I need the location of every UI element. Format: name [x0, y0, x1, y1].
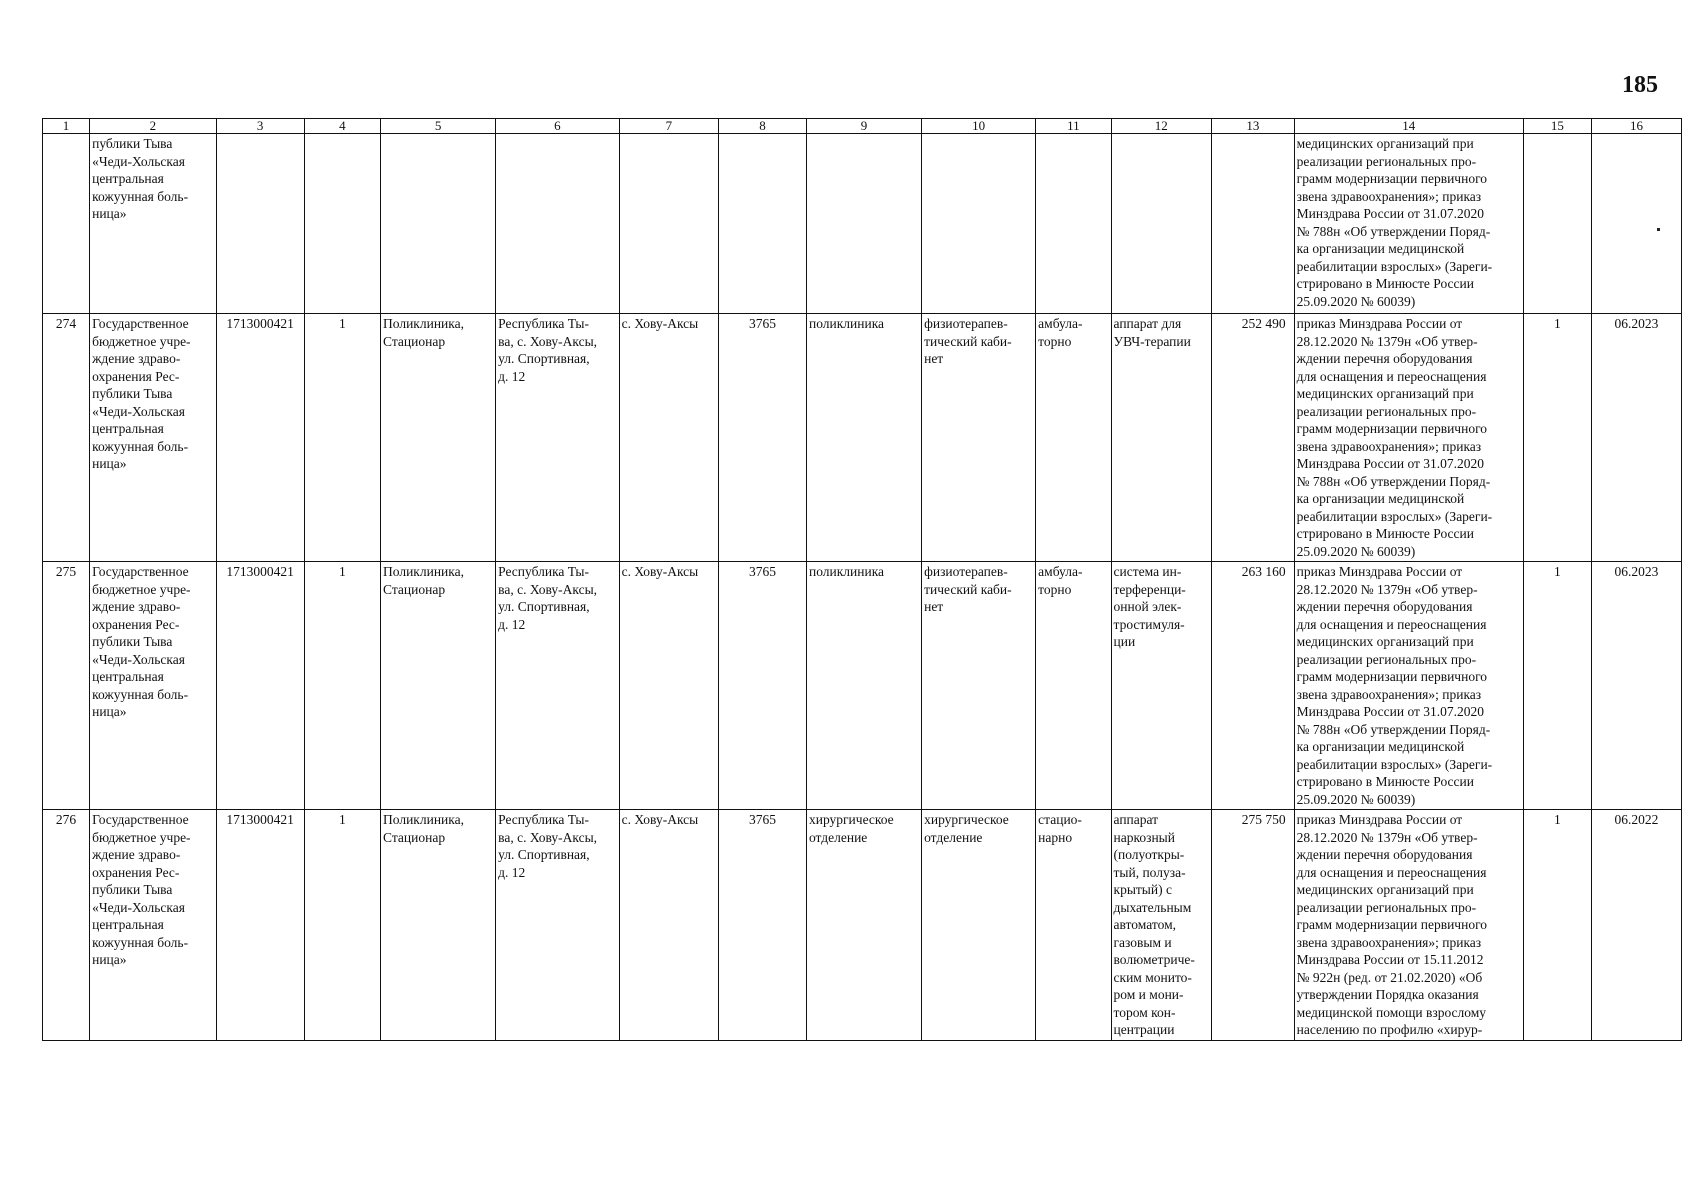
column-header: 16	[1591, 119, 1681, 134]
table-row	[43, 810, 1682, 1041]
institution-code: 1713000421	[216, 810, 304, 1041]
unit-count: 1	[304, 562, 380, 810]
settlement: с. Хову-Аксы	[619, 562, 718, 810]
quantity: 1	[1523, 314, 1591, 562]
unit-count	[304, 134, 380, 314]
row-number	[43, 134, 90, 314]
table-row	[43, 562, 1682, 810]
care-mode	[1036, 134, 1111, 314]
settlement: с. Хову-Аксы	[619, 314, 718, 562]
population	[719, 134, 807, 314]
facility-type: Поликлиника, Стационар	[381, 562, 496, 810]
column-header: 7	[619, 119, 718, 134]
institution-code: 1713000421	[216, 314, 304, 562]
settlement: с. Хову-Аксы	[619, 810, 718, 1041]
institution-code: 1713000421	[216, 562, 304, 810]
address: Республика Ты- ва, с. Хову-Аксы, ул. Спортивная, д. 12	[496, 810, 620, 1041]
quantity	[1523, 134, 1591, 314]
equipment-name: аппарат наркозный (полуоткры- тый, полуза- крытый) с дыхательным автоматом, газовым и волюметриче- ским монито- ром и мони- тором кон- центрации	[1111, 810, 1211, 1041]
equipment-cost: 252 490	[1211, 314, 1294, 562]
legal-basis: медицинских организаций при реализации региональных про- грамм модернизации первичного звена здравоохранения»; приказ Минздрава России от 31.07.2020 № 788н «Об утверждении Поряд- ка организации медицинской реабилитации взрослых» (Зареги- стрировано в Минюсте России 25.09.2020 № 60039)	[1294, 134, 1523, 314]
table-header-row	[43, 119, 1682, 134]
institution-name: Государственное бюджетное учре- ждение здраво- охранения Рес- публики Тыва «Чеди-Хольская центральная кожуунная боль- ница»	[90, 562, 217, 810]
column-header: 8	[719, 119, 807, 134]
column-header: 13	[1211, 119, 1294, 134]
row-number: 274	[43, 314, 90, 562]
equipment-name	[1111, 134, 1211, 314]
department	[922, 134, 1036, 314]
quantity: 1	[1523, 810, 1591, 1041]
address	[496, 134, 620, 314]
care-mode: стацио- нарно	[1036, 810, 1111, 1041]
delivery-date	[1591, 134, 1681, 314]
care-mode: амбула- торно	[1036, 562, 1111, 810]
column-header: 10	[922, 119, 1036, 134]
delivery-date: 06.2022	[1591, 810, 1681, 1041]
division: поликлиника	[806, 314, 921, 562]
population: 3765	[719, 314, 807, 562]
institution-code	[216, 134, 304, 314]
care-mode: амбула- торно	[1036, 314, 1111, 562]
institution-name: Государственное бюджетное учре- ждение здраво- охранения Рес- публики Тыва «Чеди-Хольская центральная кожуунная боль- ница»	[90, 810, 217, 1041]
legal-basis: приказ Минздрава России от 28.12.2020 № 1379н «Об утвер- ждении перечня оборудования для оснащения и переоснащения медицинских организаций при реализации региональных про- грамм модернизации первичного звена здравоохранения»; приказ Минздрава России от 31.07.2020 № 788н «Об утверждении Поряд- ка организации медицинской реабилитации взрослых» (Зареги- стрировано в Минюсте России 25.09.2020 № 60039)	[1294, 314, 1523, 562]
column-header: 6	[496, 119, 620, 134]
table-row	[43, 134, 1682, 314]
column-header: 9	[806, 119, 921, 134]
equipment-cost	[1211, 134, 1294, 314]
unit-count: 1	[304, 314, 380, 562]
column-header: 12	[1111, 119, 1211, 134]
column-header: 2	[90, 119, 217, 134]
equipment-registry-table	[42, 118, 1682, 1041]
column-header: 15	[1523, 119, 1591, 134]
facility-type: Поликлиника, Стационар	[381, 810, 496, 1041]
settlement	[619, 134, 718, 314]
column-header: 5	[381, 119, 496, 134]
facility-type	[381, 134, 496, 314]
equipment-name: аппарат для УВЧ-терапии	[1111, 314, 1211, 562]
institution-name: Государственное бюджетное учре- ждение здраво- охранения Рес- публики Тыва «Чеди-Хольская центральная кожуунная боль- ница»	[90, 314, 217, 562]
division: поликлиника	[806, 562, 921, 810]
population: 3765	[719, 810, 807, 1041]
equipment-name: система ин- терференци- онной элек- тростимуля- ции	[1111, 562, 1211, 810]
population: 3765	[719, 562, 807, 810]
facility-type: Поликлиника, Стационар	[381, 314, 496, 562]
address: Республика Ты- ва, с. Хову-Аксы, ул. Спортивная, д. 12	[496, 314, 620, 562]
division	[806, 134, 921, 314]
column-header: 11	[1036, 119, 1111, 134]
column-header: 3	[216, 119, 304, 134]
row-number: 276	[43, 810, 90, 1041]
page-number: 185	[1622, 72, 1658, 98]
equipment-cost: 275 750	[1211, 810, 1294, 1041]
department: физиотерапев- тический каби- нет	[922, 562, 1036, 810]
department: физиотерапев- тический каби- нет	[922, 314, 1036, 562]
department: хирургическое отделение	[922, 810, 1036, 1041]
column-header: 14	[1294, 119, 1523, 134]
legal-basis: приказ Минздрава России от 28.12.2020 № 1379н «Об утвер- ждении перечня оборудования для оснащения и переоснащения медицинских организаций при реализации региональных про- грамм модернизации первичного звена здравоохранения»; приказ Минздрава России от 15.11.2012 № 922н (ред. от 21.02.2020) «Об утверждении Порядка оказания медицинской помощи взрослому населению по профилю «хирур-	[1294, 810, 1523, 1041]
unit-count: 1	[304, 810, 380, 1041]
column-header: 4	[304, 119, 380, 134]
delivery-date: 06.2023	[1591, 562, 1681, 810]
division: хирургическое отделение	[806, 810, 921, 1041]
column-header: 1	[43, 119, 90, 134]
institution-name: публики Тыва «Чеди-Хольская центральная кожуунная боль- ница»	[90, 134, 217, 314]
quantity: 1	[1523, 562, 1591, 810]
equipment-cost: 263 160	[1211, 562, 1294, 810]
delivery-date: 06.2023	[1591, 314, 1681, 562]
table-row	[43, 314, 1682, 562]
legal-basis: приказ Минздрава России от 28.12.2020 № 1379н «Об утвер- ждении перечня оборудования для оснащения и переоснащения медицинских организаций при реализации региональных про- грамм модернизации первичного звена здравоохранения»; приказ Минздрава России от 31.07.2020 № 788н «Об утверждении Поряд- ка организации медицинской реабилитации взрослых» (Зареги- стрировано в Минюсте России 25.09.2020 № 60039)	[1294, 562, 1523, 810]
row-number: 275	[43, 562, 90, 810]
address: Республика Ты- ва, с. Хову-Аксы, ул. Спортивная, д. 12	[496, 562, 620, 810]
